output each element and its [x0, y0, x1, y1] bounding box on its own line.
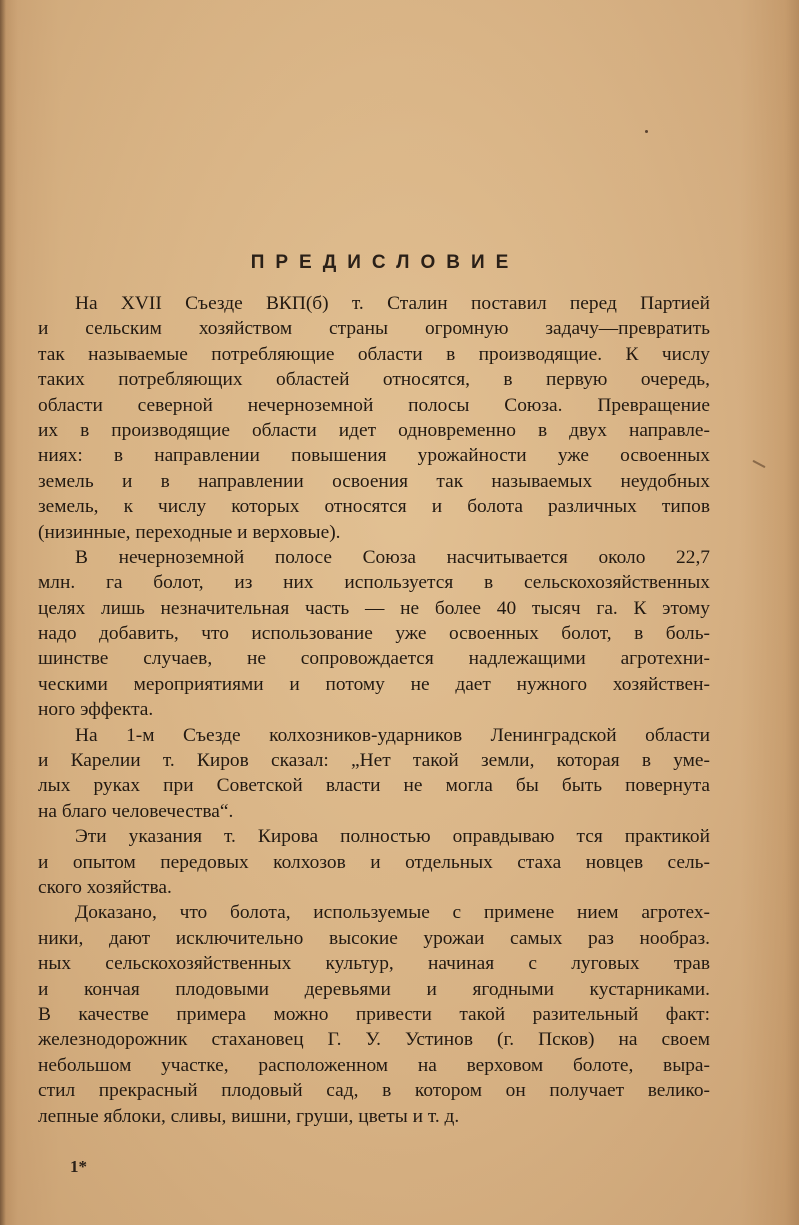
text-line: В нечерноземной полосе Союза насчитывается около 22,7: [75, 546, 710, 568]
text-line: шинстве случаев, не сопровождается надлежащими агротехни-: [38, 648, 710, 670]
text-line: земель и в направлении освоения так называемых неудобных: [38, 470, 710, 492]
text-line: таких потребляющих областей относятся, в первую очередь,: [38, 369, 710, 391]
text-line: ных сельскохозяйственных культур, начиная с луговых трав: [38, 953, 710, 975]
text-line: ники, дают исключительно высокие урожаи самых раз нообраз.: [38, 927, 710, 949]
text-line: ниях: в направлении повышения урожайности уже освоенных: [38, 445, 710, 467]
text-line: лых руках при Советской власти не могла бы быть повернута: [38, 775, 710, 797]
text-line: млн. га болот, из них используется в сельскохозяйственных: [38, 572, 710, 594]
text-line: так называемые потребляющие области в производящие. К числу: [38, 343, 710, 365]
text-line: на благо человечества“.: [38, 800, 234, 822]
text-line: На XVII Съезде ВКП(б) т. Сталин поставил перед Партией: [75, 293, 710, 314]
text-line: их в производящие области идет одновременно в двух направле-: [38, 419, 710, 441]
text-line: небольшом участке, расположенном на верховом болоте, выра-: [38, 1054, 710, 1076]
preface-body: [38, 291, 710, 1129]
text-line: лепные яблоки, сливы, вишни, груши, цветы и т. д.: [38, 1105, 460, 1127]
text-line: (низинные, переходные и верховые).: [38, 521, 341, 543]
page-number: 1*: [70, 1157, 87, 1176]
text-line: и опытом передовых колхозов и отдельных стаха новцев сель-: [38, 851, 710, 873]
text-line: ского хозяйства.: [38, 876, 172, 898]
text-line: и Карелии т. Киров сказал: „Нет такой земли, которая в уме-: [38, 750, 710, 772]
text-line: области северной нечерноземной полосы Союза. Превращение: [38, 394, 710, 416]
text-line: Эти указания т. Кирова полностью оправдываю тся практикой: [75, 826, 710, 848]
text-line: ного эффекта.: [38, 699, 154, 721]
text-line: На 1-м Съезде колхозников-ударников Ленинградской области: [75, 724, 710, 746]
paper-speck: [645, 130, 648, 133]
text-line: и сельским хозяйством страны огромную задачу—превратить: [38, 318, 710, 340]
text-line: Доказано, что болота, используемые с примене нием агротех-: [75, 902, 710, 924]
text-line: В качестве примера можно привести такой разительный факт:: [38, 1003, 710, 1025]
text-line: стил прекрасный плодовый сад, в котором он получает велико-: [38, 1080, 710, 1102]
text-line: ческими мероприятиями и потому не дает нужного хозяйствен-: [38, 673, 710, 695]
text-line: и кончая плодовыми деревьями и ягодными кустарниками.: [38, 978, 710, 1000]
text-line: надо добавить, что использование уже освоенных болот, в боль-: [38, 623, 710, 645]
paper-speck: [752, 460, 765, 468]
text-line: железнодорожник стахановец Г. У. Устинов (г. Псков) на своем: [38, 1029, 710, 1051]
text-line: земель, к числу которых относятся и болота различных типов: [38, 496, 710, 518]
text-line: целях лишь незначительная часть — не более 40 тысяч га. К этому: [38, 597, 710, 619]
page-heading: ПРЕДИСЛОВИЕ: [250, 252, 520, 273]
page-edge-shadow: [0, 0, 6, 1225]
